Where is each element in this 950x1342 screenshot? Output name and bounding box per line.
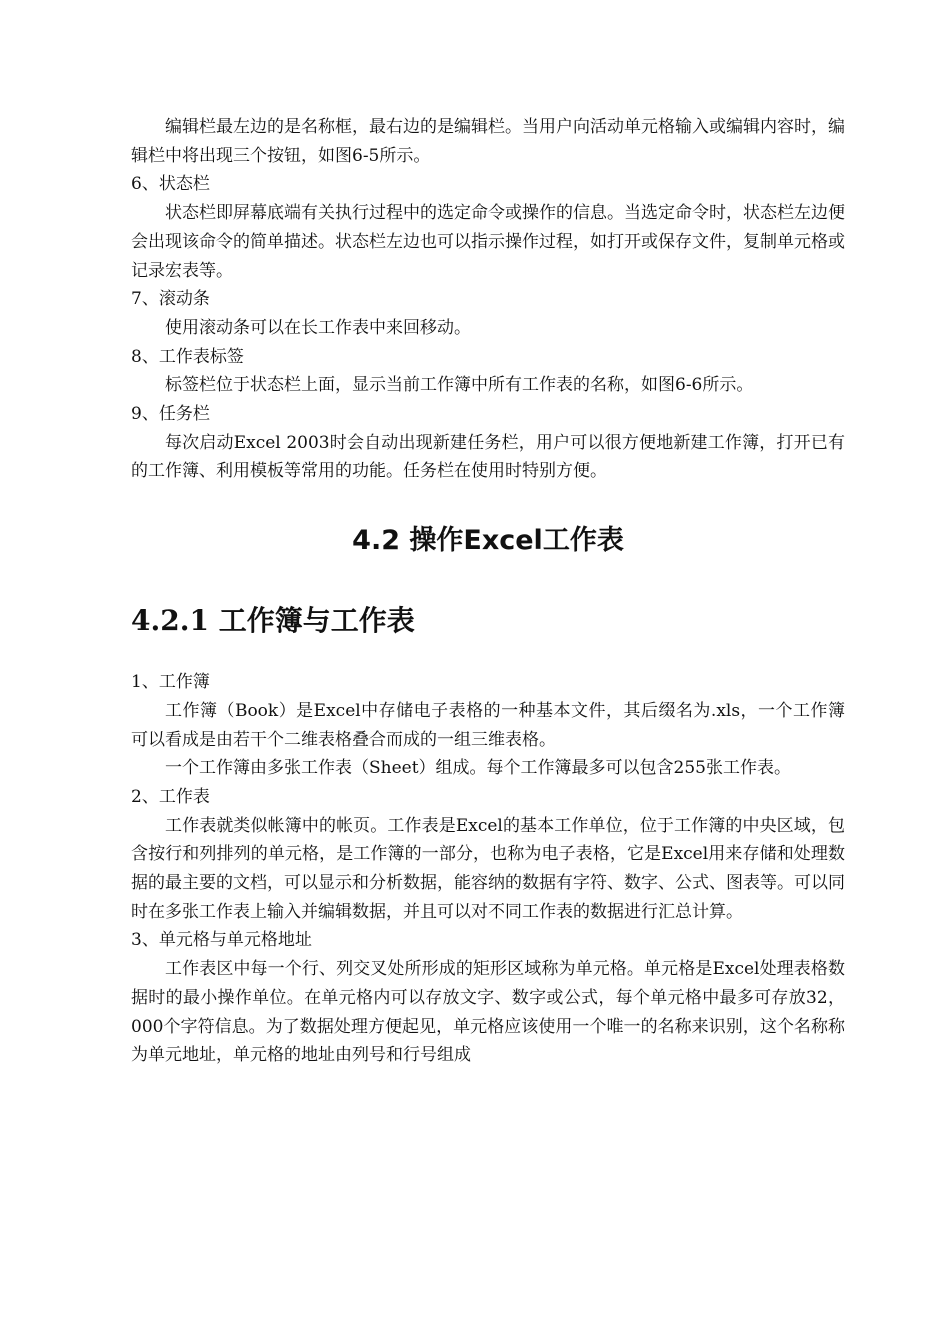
- paragraph: 工作簿（Book）是Excel中存储电子表格的一种基本文件，其后缀名为.xls，一个工作簿可以看成是由若干个二维表格叠合而成的一组三维表格。: [131, 700, 845, 750]
- paragraph: 状态栏即屏幕底端有关执行过程中的选定命令或操作的信息。当选定命令时，状态栏左边便会出现该命令的简单描述。状态栏左边也可以指示操作过程，如打开或保存文件，复制单元格或记录宏表等。: [131, 203, 845, 281]
- paragraph: 工作表区中每一个行、列交叉处所形成的矩形区域称为单元格。单元格是Excel处理表格数据时的最小操作单位。在单元格内可以存放文字、数字或公式，每个单元格中最多可存放32， 000个字符信息。为了数据处理方便起见，单元格应该使用一个唯一的名称来识别，这个名称称为单元地址，单元格的地址由列号和行号组成: [131, 959, 845, 1066]
- paragraph: 一个工作簿由多张工作表（Sheet）组成。每个工作簿最多可以包含255张工作表。: [165, 758, 791, 779]
- heading-block: [131, 486, 845, 646]
- body-text-block-2: [131, 668, 845, 1070]
- list-item-heading: 2、工作表: [131, 786, 210, 807]
- paragraph: 标签栏位于状态栏上面，显示当前工作簿中所有工作表的名称，如图6-6所示。: [165, 375, 754, 396]
- list-item-heading: 1、工作簿: [131, 672, 210, 693]
- list-item-heading: 7、滚动条: [131, 289, 210, 310]
- paragraph: 每次启动Excel 2003时会自动出现新建任务栏，用户可以很方便地新建工作簿，打开已有的工作簿、利用模板等常用的功能。任务栏在使用时特别方便。: [131, 432, 845, 482]
- document-page: [131, 113, 845, 1070]
- list-item-heading: 9、任务栏: [131, 404, 210, 425]
- paragraph: 工作表就类似帐簿中的帐页。工作表是Excel的基本工作单位，位于工作簿的中央区域，包含按行和列排列的单元格，是工作簿的一部分，也称为电子表格，它是Excel用来存储和处理数据的最主要的文档，可以显示和分析数据，能容纳的数据有字符、数字、公式、图表等。可以同时在多张工作表上输入并编辑数据，并且可以对不同工作表的数据进行汇总计算。: [131, 815, 845, 922]
- section-heading: 4.2 操作Excel工作表: [352, 525, 624, 557]
- list-item-heading: 6、状态栏: [131, 174, 210, 195]
- spacer: [131, 646, 845, 668]
- paragraph: 使用滚动条可以在长工作表中来回移动。: [165, 317, 471, 338]
- list-item-heading: 3、单元格与单元格地址: [131, 930, 312, 951]
- list-item-heading: 8、工作表标签: [131, 346, 244, 367]
- body-text-block-1: [131, 113, 845, 486]
- paragraph: 编辑栏最左边的是名称框，最右边的是编辑栏。当用户向活动单元格输入或编辑内容时，编辑栏中将出现三个按钮，如图6-5所示。: [131, 117, 845, 166]
- subsection-heading: 4.2.1 工作簿与工作表: [131, 604, 415, 638]
